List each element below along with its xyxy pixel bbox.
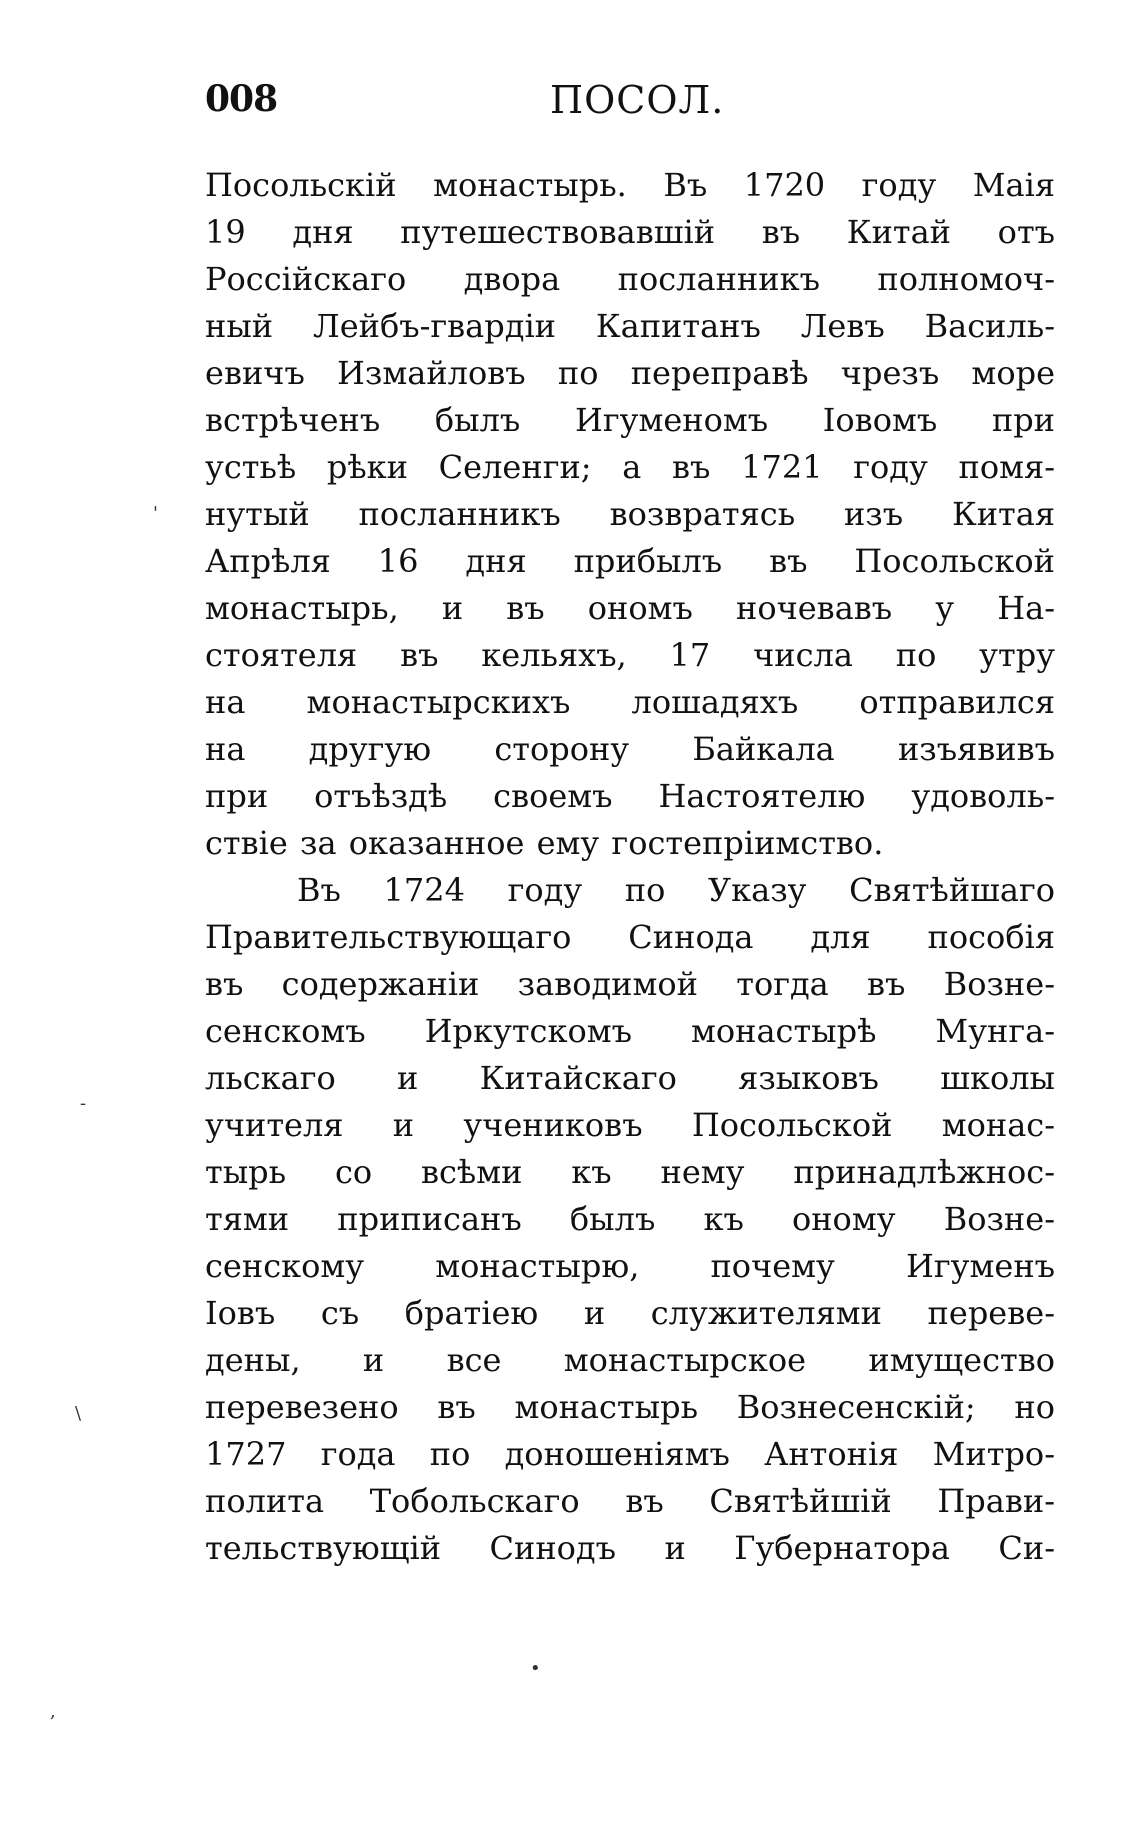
text-line: устьѣ рѣки Селенги; а въ 1721 году помя-	[205, 448, 1055, 486]
scan-speck: •	[530, 1658, 541, 1679]
text-line: дены, и все монастырское имущество	[205, 1341, 1055, 1379]
scan-speck: -	[80, 1093, 87, 1114]
text-line: тями приписанъ былъ къ оному Возне-	[205, 1200, 1055, 1238]
body-text	[205, 162, 1055, 1572]
scan-speck: ,	[50, 1701, 56, 1722]
page-header	[205, 78, 1055, 138]
text-line: сенскомъ Иркутскомъ монастырѣ Мунга-	[205, 1012, 1055, 1050]
text-line: Россійскаго двора посланникъ полномоч-	[205, 260, 1055, 298]
text-line: евичъ Измайловъ по переправѣ чрезъ море	[205, 354, 1055, 392]
text-line: монастырь, и въ ономъ ночевавъ у На-	[205, 589, 1055, 627]
running-title: ПОСОЛ.	[550, 78, 725, 122]
text-line: тырь со всѣми къ нему принадлѣжнос-	[205, 1153, 1055, 1191]
paragraph-2	[205, 867, 1055, 1572]
text-line: Посольскій монастырь. Въ 1720 году Маія	[205, 166, 1055, 204]
text-line: при отъѣздѣ своемъ Настоятелю удоволь-	[205, 777, 1055, 815]
page-number: 008	[205, 78, 278, 120]
text-line: перевезено въ монастырь Вознесенскій; но	[205, 1388, 1055, 1426]
text-line: учителя и учениковъ Посольской монас-	[205, 1106, 1055, 1144]
paragraph-1	[205, 162, 1055, 867]
text-line: ствіе за оказанное ему гостепріимство.	[205, 824, 884, 862]
text-line: нутый посланникъ возвратясь изъ Китая	[205, 495, 1055, 533]
text-line: Правительствующаго Синода для пособія	[205, 918, 1055, 956]
scan-speck: '	[153, 503, 158, 524]
text-line: встрѣченъ былъ Игуменомъ Іовомъ при	[205, 401, 1055, 439]
text-line: Въ 1724 году по Указу Святѣйшаго	[297, 871, 1055, 909]
text-line: Апрѣля 16 дня прибылъ въ Посольской	[205, 542, 1055, 580]
text-line: въ содержаніи заводимой тогда въ Возне-	[205, 965, 1055, 1003]
text-line: на другую сторону Байкала изъявивъ	[205, 730, 1055, 768]
text-line: Іовъ съ братіею и служителями переве-	[205, 1294, 1055, 1332]
scan-speck: \	[75, 1403, 82, 1424]
text-line: сенскому монастырю, почему Игуменъ	[205, 1247, 1055, 1285]
text-line: льскаго и Китайскаго языковъ школы	[205, 1059, 1055, 1097]
text-line: на монастырскихъ лошадяхъ отправился	[205, 683, 1055, 721]
text-line: полита Тобольскаго въ Святѣйшій Прави-	[205, 1482, 1055, 1520]
text-line: 1727 года по доношеніямъ Антонія Митро-	[205, 1435, 1055, 1473]
text-line: 19 дня путешествовавшій въ Китай отъ	[205, 213, 1055, 251]
text-line: тельствующій Синодъ и Губернатора Си-	[205, 1529, 1055, 1567]
text-line: ный Лейбъ-гвардіи Капитанъ Левъ Василь-	[205, 307, 1055, 345]
text-line: стоятеля въ кельяхъ, 17 числа по утру	[205, 636, 1055, 674]
